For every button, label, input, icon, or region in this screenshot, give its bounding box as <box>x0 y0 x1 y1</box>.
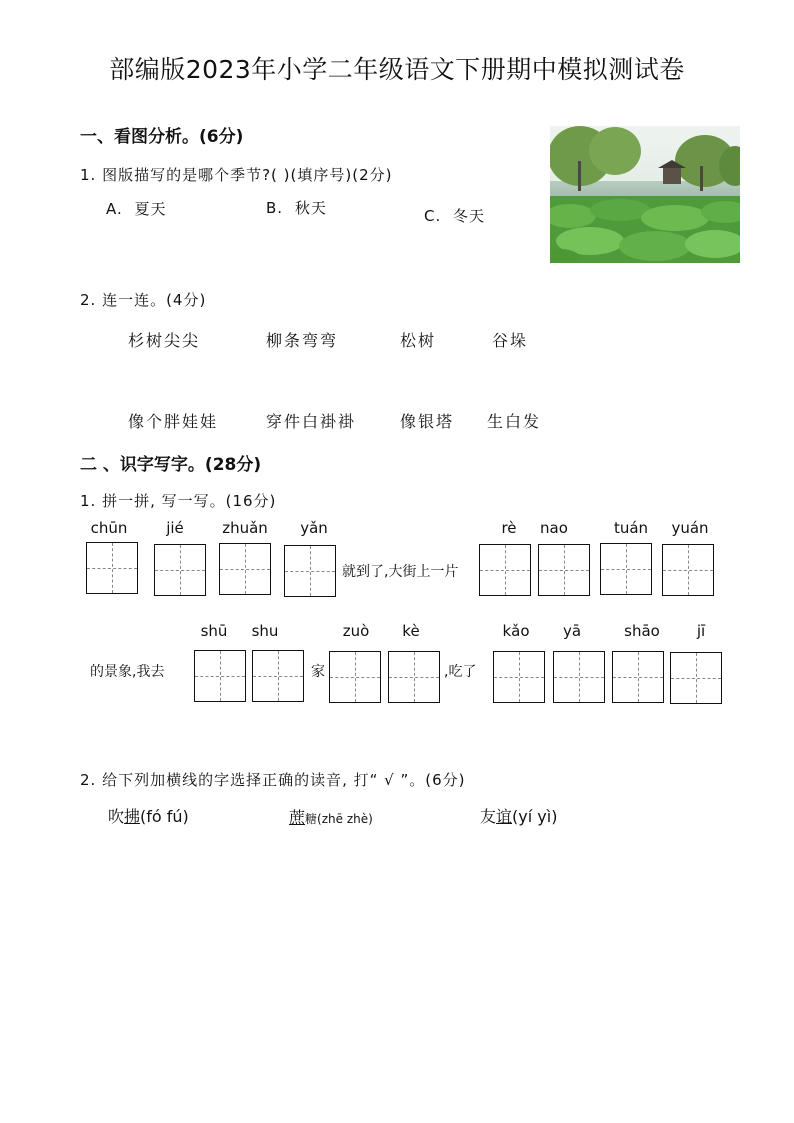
writing-box[interactable] <box>670 652 722 704</box>
sentence-text: 家 <box>311 664 325 680</box>
underlined-char: 拂 <box>124 807 141 826</box>
pinyin: zhuǎn <box>222 519 268 537</box>
writing-box[interactable] <box>600 543 652 595</box>
reading-choices: (fó fú) <box>140 807 189 826</box>
writing-box[interactable] <box>154 544 206 596</box>
underlined-char: 蔗 <box>289 808 306 827</box>
writing-box[interactable] <box>538 544 590 596</box>
pinyin: kè <box>402 622 420 640</box>
sentence-text: 就到了,大街上一片 <box>342 564 459 580</box>
reading-choices: (zhē zhè) <box>317 812 373 826</box>
writing-box[interactable] <box>329 651 381 703</box>
reading-item-1[interactable] <box>108 804 189 827</box>
option-b-label: B. <box>266 199 284 217</box>
option-a-label: A. <box>106 200 123 218</box>
question-2-text: 2. 连一连。(4分) <box>80 291 207 309</box>
word-bottom-2[interactable]: 穿件白褂褂 <box>266 412 357 431</box>
section-1-heading: 一、看图分析。(6分) <box>80 127 244 147</box>
word-top-3[interactable]: 松树 <box>400 331 437 350</box>
item-prefix: 吹 <box>108 807 125 826</box>
option-c[interactable] <box>424 205 485 226</box>
pinyin: jī <box>696 622 706 640</box>
pinyin: yǎn <box>300 519 328 537</box>
pinyin: shu <box>251 622 279 640</box>
word-bottom-3[interactable]: 像银塔 <box>400 412 455 431</box>
writing-box[interactable] <box>612 651 664 703</box>
pinyin: tuán <box>613 519 649 537</box>
pinyin: shū <box>200 622 228 640</box>
writing-box[interactable] <box>284 545 336 597</box>
word-top-1[interactable]: 杉树尖尖 <box>128 331 201 350</box>
writing-box[interactable] <box>219 543 271 595</box>
writing-box[interactable] <box>553 651 605 703</box>
writing-box[interactable] <box>252 650 304 702</box>
reading-choices: (yí yì) <box>512 807 558 826</box>
question-3-text: 1. 拼一拼, 写一写。(16分) <box>80 492 277 510</box>
writing-box[interactable] <box>388 651 440 703</box>
writing-box[interactable] <box>493 651 545 703</box>
option-a-text: 夏天 <box>134 200 167 218</box>
item-prefix: 友 <box>480 807 497 826</box>
sentence-text: 的景象,我去 <box>90 664 165 680</box>
page-title: 部编版2023年小学二年级语文下册期中模拟测试卷 <box>109 55 685 84</box>
word-top-4[interactable]: 谷垛 <box>492 331 529 350</box>
pinyin: kǎo <box>502 622 530 640</box>
lotus-pond-picture <box>550 126 740 263</box>
pinyin: yā <box>562 622 582 640</box>
question-1-text: 1. 图版描写的是哪个季节?( )(填序号)(2分) <box>80 166 393 184</box>
option-c-text: 冬天 <box>453 207 486 225</box>
section-2-heading: 二 、识字写字。(28分) <box>80 455 262 475</box>
item-suffix: 糖 <box>305 812 318 826</box>
sentence-text: ,吃了 <box>444 664 477 680</box>
writing-box[interactable] <box>86 542 138 594</box>
reading-item-2[interactable] <box>289 805 373 828</box>
pinyin: shāo <box>624 622 660 640</box>
underlined-char: 谊 <box>496 807 513 826</box>
pinyin: yuán <box>671 519 709 537</box>
option-c-label: C. <box>424 207 442 225</box>
word-bottom-1[interactable]: 像个胖娃娃 <box>128 412 219 431</box>
pinyin: rè <box>501 519 517 537</box>
question-4-text: 2. 给下列加横线的字选择正确的读音, 打“ √ ”。(6分) <box>80 771 466 789</box>
word-bottom-4[interactable]: 生白发 <box>487 412 542 431</box>
pinyin: jié <box>166 519 184 537</box>
option-b-text: 秋天 <box>294 199 327 217</box>
writing-box[interactable] <box>479 544 531 596</box>
pinyin: zuò <box>342 622 370 640</box>
writing-box[interactable] <box>194 650 246 702</box>
option-b[interactable] <box>266 197 327 218</box>
writing-box[interactable] <box>662 544 714 596</box>
reading-item-3[interactable] <box>480 804 557 827</box>
option-a[interactable] <box>106 198 167 219</box>
pinyin: nao <box>540 519 568 537</box>
pinyin: chūn <box>90 519 128 537</box>
word-top-2[interactable]: 柳条弯弯 <box>266 331 339 350</box>
